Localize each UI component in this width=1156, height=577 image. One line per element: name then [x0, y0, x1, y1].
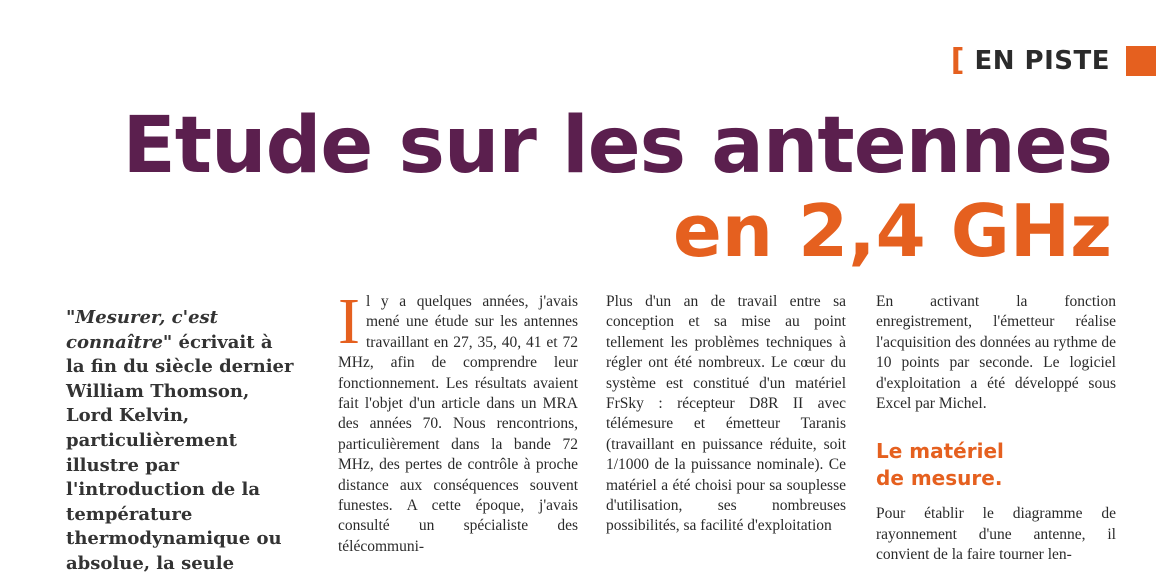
intro-quote: "Mesurer, c'est connaître" [66, 307, 218, 353]
intro-text: écrivait à la fin du siècle dernier William Thomson, Lord Kelvin, particulièrement illustre par l'introduction de la température thermodynamique ou absolue, la seule [66, 331, 294, 574]
drop-cap: I [338, 285, 360, 358]
text-column-3 [876, 292, 1116, 566]
section-tag [951, 44, 1156, 78]
column-1-text: l y a quelques années, j'avais mené une étude sur les antennes travaillant en 27, 35, 40, 41 et 72 MHz, afin de comprendre leur fonctionnement. Les résultats avaient fait l'objet d'un article dans un MRA des années 70. Nous rencontrions, particulièrement dans la bande 72 MHz, des pertes de contrôle à proche distance aux conséquences souvent funestes. A cette époque, j'avais consulté un spécialiste des télécommuni- [338, 293, 578, 555]
subheading [876, 438, 1116, 492]
section-label: EN PISTE [974, 46, 1110, 76]
section-color-block [1126, 46, 1156, 76]
column-3-paragraph-1: En activant la fonction enregistrement, l'émetteur réalise l'acquisition des données au rythme de 10 points par seconde. Le logiciel d'exploitation a été développé sous Excel par Michel. [876, 293, 1116, 413]
section-bracket: [ [950, 43, 965, 78]
column-2-paragraph: Plus d'un an de travail entre sa conception et sa mise au point tellement les problèmes techniques à régler ont été nombreux. Le cœur du système est constitué d'un matériel FrSky : récepteur D8R II avec télémesure et émetteur Taranis (travaillant en puissance réduite, soit 1/1000 de la puissance nominale). Ce matériel a été choisi pour sa souplesse d'utilisation, ses nombreuses possibilités, sa facilité d'exploitation [606, 293, 846, 535]
text-column-2 [606, 292, 846, 537]
text-column-1 [338, 285, 578, 557]
article-intro [66, 306, 296, 577]
article-title-line-2: en 2,4 GHz [672, 189, 1112, 273]
subheading-line-1: Le matériel [876, 439, 1004, 464]
subheading-line-2: de mesure. [876, 466, 1003, 491]
column-1-paragraph [338, 285, 578, 557]
article-title-line-1: Etude sur les antennes [122, 101, 1112, 191]
column-3-paragraph-2: Pour établir le diagramme de rayonnement d'une antenne, il convient de la faire tourner len- [876, 505, 1116, 564]
